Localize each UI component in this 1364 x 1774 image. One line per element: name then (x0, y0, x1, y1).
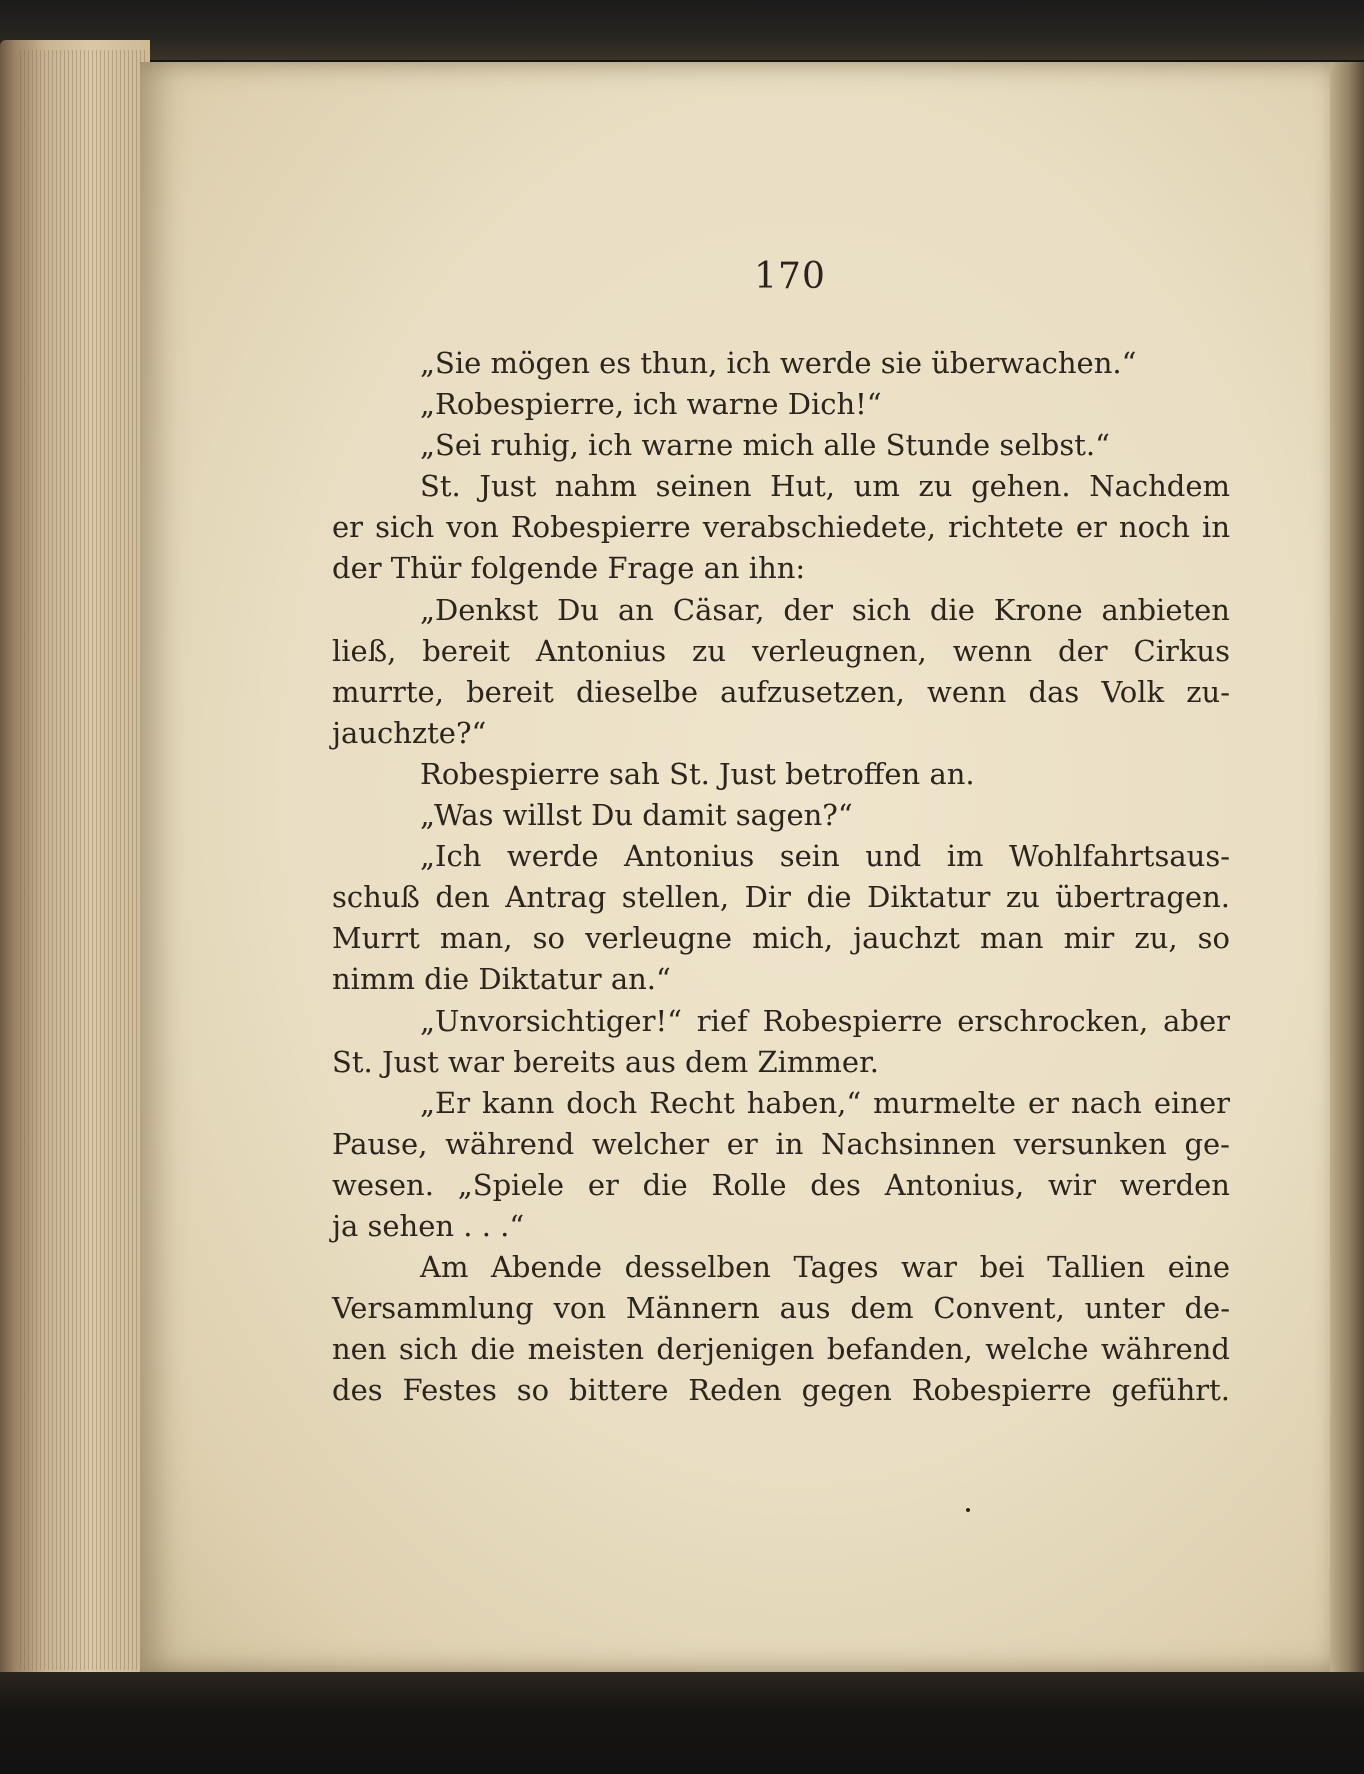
text-line: Versammlung von Männern aus dem Convent, unter de- (332, 1291, 1230, 1326)
text-line: des Festes so bittere Reden gegen Robespierre geführt. (332, 1373, 1230, 1408)
bottom-edge (0, 1672, 1364, 1774)
text-line: Pause, während welcher er in Nachsinnen versunken ge- (332, 1126, 1230, 1161)
text-line: Am Abende desselben Tages war bei Tallien eine (420, 1250, 1230, 1285)
text-line: schuß den Antrag stellen, Dir die Diktatur zu übertragen. (332, 880, 1230, 915)
text-line: „Sei ruhig, ich warne mich alle Stunde selbst.“ (420, 428, 1110, 463)
text-line: „Denkst Du an Cäsar, der sich die Krone anbieten (420, 592, 1230, 627)
text-line: ja sehen . . .“ (332, 1208, 525, 1243)
text-line: Murrt man, so verleugne mich, jauchzt man mir zu, so (332, 921, 1230, 956)
text-line: „Sie mögen es thun, ich werde sie überwachen.“ (420, 346, 1137, 380)
page-number: 170 (754, 256, 826, 297)
text-line: er sich von Robespierre verabschiedete, richtete er noch in (332, 510, 1230, 545)
body-text (332, 343, 1230, 1411)
text-line: „Ich werde Antonius sein und im Wohlfahrtsaus- (420, 839, 1230, 874)
text-line: wesen. „Spiele er die Rolle des Antonius, wir werden (332, 1167, 1230, 1202)
text-line: „Was willst Du damit sagen?“ (420, 798, 853, 833)
top-edge (0, 0, 1364, 60)
text-line: „Robespierre, ich warne Dich!“ (420, 387, 882, 422)
text-line: ließ, bereit Antonius zu verleugnen, wenn der Cirkus (332, 633, 1230, 668)
right-page-edge (1330, 62, 1364, 1672)
text-line: jauchzte?“ (332, 715, 487, 750)
text-line: murrte, bereit dieselbe aufzusetzen, wenn das Volk zu- (332, 674, 1230, 709)
text-line: der Thür folgende Frage an ihn: (332, 551, 806, 586)
text-line: St. Just war bereits aus dem Zimmer. (332, 1044, 879, 1079)
text-line: St. Just nahm seinen Hut, um zu gehen. Nachdem (420, 469, 1230, 504)
text-line: Robespierre sah St. Just betroffen an. (420, 756, 975, 791)
text-line: „Unvorsichtiger!“ rief Robespierre erschrocken, aber (420, 1003, 1230, 1038)
text-line: nen sich die meisten derjenigen befanden, welche während (332, 1332, 1230, 1367)
ink-speck (966, 1508, 970, 1512)
text-line: nimm die Diktatur an.“ (332, 962, 671, 997)
text-line: „Er kann doch Recht haben,“ murmelte er nach einer (420, 1085, 1230, 1120)
